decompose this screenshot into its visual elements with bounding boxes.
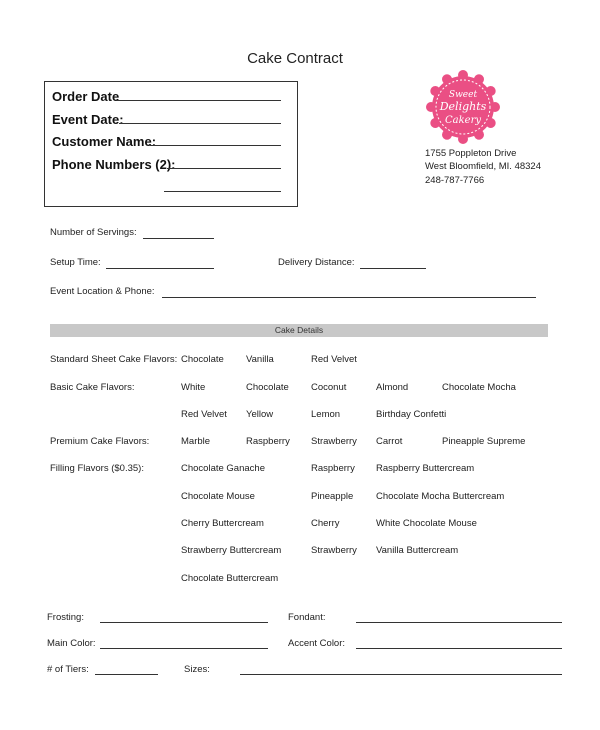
flavor-option[interactable]: Chocolate <box>181 354 224 365</box>
accent-color-field[interactable] <box>356 648 562 649</box>
accent-color-label: Accent Color: <box>288 638 346 649</box>
filling-option[interactable]: Chocolate Buttercream <box>181 573 279 584</box>
flavor-option[interactable]: Birthday Confetti <box>376 409 447 420</box>
filling-option[interactable]: Strawberry Buttercream <box>181 545 282 556</box>
location-field[interactable] <box>162 297 536 298</box>
flavor-option[interactable]: Red Velvet <box>311 354 357 365</box>
filling-option[interactable]: Chocolate Mouse <box>181 491 255 502</box>
filling-option[interactable]: Vanilla Buttercream <box>376 545 459 556</box>
filling-option[interactable]: Chocolate Ganache <box>181 463 265 474</box>
logo-text-2: Delights <box>439 100 487 113</box>
flavor-option[interactable]: Chocolate <box>246 382 289 393</box>
main-color-label: Main Color: <box>47 638 96 649</box>
flavor-option[interactable]: Almond <box>376 382 409 393</box>
premium-flavors-label: Premium Cake Flavors: <box>50 436 150 447</box>
flavor-option[interactable]: Lemon <box>311 409 341 420</box>
flavor-option[interactable]: Carrot <box>376 436 403 447</box>
filling-option[interactable]: Raspberry Buttercream <box>376 463 475 474</box>
basic-flavors-label: Basic Cake Flavors: <box>50 382 135 393</box>
filling-option[interactable]: Raspberry <box>311 463 355 474</box>
sizes-field[interactable] <box>240 674 562 675</box>
flavor-option[interactable]: White <box>181 382 206 393</box>
tiers-field[interactable] <box>95 674 158 675</box>
customer-name-label: Customer Name: <box>52 134 157 149</box>
flavor-option[interactable]: Marble <box>181 436 211 447</box>
flavor-option[interactable]: Raspberry <box>246 436 290 447</box>
filling-option[interactable]: Chocolate Mocha Buttercream <box>376 491 505 502</box>
flavor-option[interactable]: Yellow <box>246 409 274 420</box>
fondant-label: Fondant: <box>288 612 326 623</box>
frosting-label: Frosting: <box>47 612 84 623</box>
flavor-option[interactable]: Red Velvet <box>181 409 227 420</box>
event-date-label: Event Date: <box>52 112 124 127</box>
frosting-field[interactable] <box>100 622 268 623</box>
address-city: West Bloomfield, MI. 48324 <box>425 161 541 172</box>
sizes-label: Sizes: <box>184 664 210 675</box>
phone-numbers-label: Phone Numbers (2): <box>52 157 176 172</box>
tiers-label: # of Tiers: <box>47 664 89 675</box>
main-color-field[interactable] <box>100 648 268 649</box>
phone-number-field-2[interactable] <box>164 191 281 192</box>
filling-option[interactable]: Pineapple <box>311 491 354 502</box>
flavor-option[interactable]: Strawberry <box>311 436 357 447</box>
location-label: Event Location & Phone: <box>50 286 155 297</box>
flavor-option[interactable]: Pineapple Supreme <box>442 436 526 447</box>
setup-time-field[interactable] <box>106 268 214 269</box>
order-date-label: Order Date <box>52 89 120 104</box>
address-street: 1755 Poppleton Drive <box>425 148 517 159</box>
flavor-option[interactable]: Vanilla <box>246 354 274 365</box>
address-phone: 248-787-7766 <box>425 175 485 186</box>
delivery-distance-label: Delivery Distance: <box>278 257 355 268</box>
bakery-logo <box>426 70 500 144</box>
logo-text-1: Sweet <box>448 90 478 100</box>
page-title: Cake Contract <box>247 50 343 67</box>
filling-option[interactable]: White Chocolate Mouse <box>376 518 477 529</box>
filling-option[interactable]: Strawberry <box>311 545 357 556</box>
flavor-option[interactable]: Coconut <box>311 382 347 393</box>
event-date-field[interactable] <box>119 123 281 124</box>
cake-details-header: Cake Details <box>50 324 548 337</box>
servings-label: Number of Servings: <box>50 227 137 238</box>
phone-number-field-1[interactable] <box>167 168 281 169</box>
filling-option[interactable]: Cherry Buttercream <box>181 518 264 529</box>
order-date-field[interactable] <box>117 100 281 101</box>
setup-time-label: Setup Time: <box>50 257 101 268</box>
standard-flavors-label: Standard Sheet Cake Flavors: <box>50 354 178 365</box>
customer-name-field[interactable] <box>150 145 281 146</box>
fondant-field[interactable] <box>356 622 562 623</box>
flavor-option[interactable]: Chocolate Mocha <box>442 382 516 393</box>
delivery-distance-field[interactable] <box>360 268 426 269</box>
filling-flavors-label: Filling Flavors ($0.35): <box>50 463 144 474</box>
servings-field[interactable] <box>143 238 214 239</box>
filling-option[interactable]: Cherry <box>311 518 340 529</box>
logo-text-3: Cakery <box>444 115 482 126</box>
